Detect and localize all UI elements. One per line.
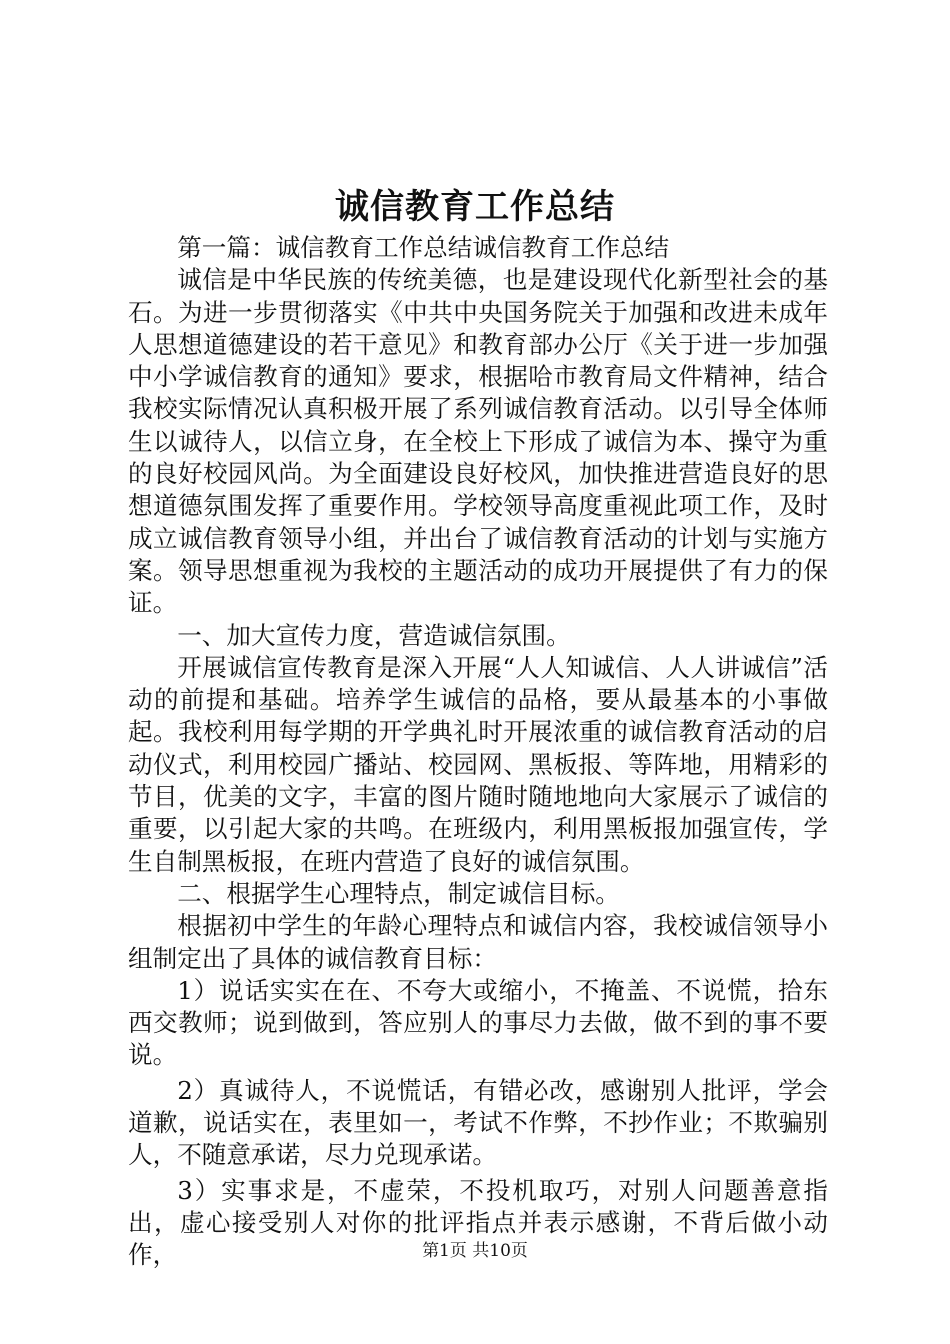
section-heading-2: 二、根据学生心理特点，制定诚信目标。 (177, 878, 620, 908)
section-heading-1: 一、加大宣传力度，营造诚信氛围。 (177, 620, 571, 650)
page-footer: 第1页 共10页 (422, 1241, 528, 1261)
list-item-1: 1）说话实实在在、不夸大或缩小，不掩盖、不说慌，拾东西交教师；说到做到，答应别人的事尽力去做，做不到的事不要说。 (128, 975, 828, 1070)
paragraph-section-2: 根据初中学生的年龄心理特点和诚信内容，我校诚信领导小组制定出了具体的诚信教育目标： (128, 911, 828, 973)
list-item-3: 3）实事求是，不虚荣，不投机取巧，对别人问题善意指出，虚心接受别人对你的批评指点并表示感谢，不背后做小动作， (128, 1175, 828, 1270)
document-title: 诚信教育工作总结 (335, 187, 615, 227)
paragraph-intro: 诚信是中华民族的传统美德，也是建设现代化新型社会的基石。为进一步贯彻落实《中共中央国务院关于加强和改进未成年人思想道德建设的若干意见》和教育部办公厅《关于进一步加强中小学诚信教育的通知》要求，根据哈市教育局文件精神，结合我校实际情况认真积极开展了系列诚信教育活动。以引导全体师生以诚待人，以信立身，在全校上下形成了诚信为本、操守为重的良好校园风尚。为全面建设良好校风，加快推进营造良好的思想道德氛围发挥了重要作用。学校领导高度重视此项工作，及时成立诚信教育领导小组，并出台了诚信教育活动的计划与实施方案。领导思想重视为我校的主题活动的成功开展提供了有力的保证。 (128, 265, 828, 618)
list-item-2: 2）真诚待人，不说慌话，有错必改，感谢别人批评，学会道歉，说话实在，表里如一，考试不作弊，不抄作业；不欺骗别人，不随意承诺，尽力兑现承诺。 (128, 1075, 828, 1170)
document-body (128, 232, 828, 1272)
paragraph-section-1: 开展诚信宣传教育是深入开展“人人知诚信、人人讲诚信”活动的前提和基础。培养学生诚信的品格，要从最基本的小事做起。我校利用每学期的开学典礼时开展浓重的诚信教育活动的启动仪式，利用校园广播站、校园网、黑板报、等阵地，用精彩的节目，优美的文字，丰富的图片随时随地地向大家展示了诚信的重要，以引起大家的共鸣。在班级内，利用黑板报加强宣传，学生自制黑板报，在班内营造了良好的诚信氛围。 (128, 652, 828, 876)
paragraph-subtitle: 第一篇：诚信教育工作总结诚信教育工作总结 (177, 233, 670, 262)
